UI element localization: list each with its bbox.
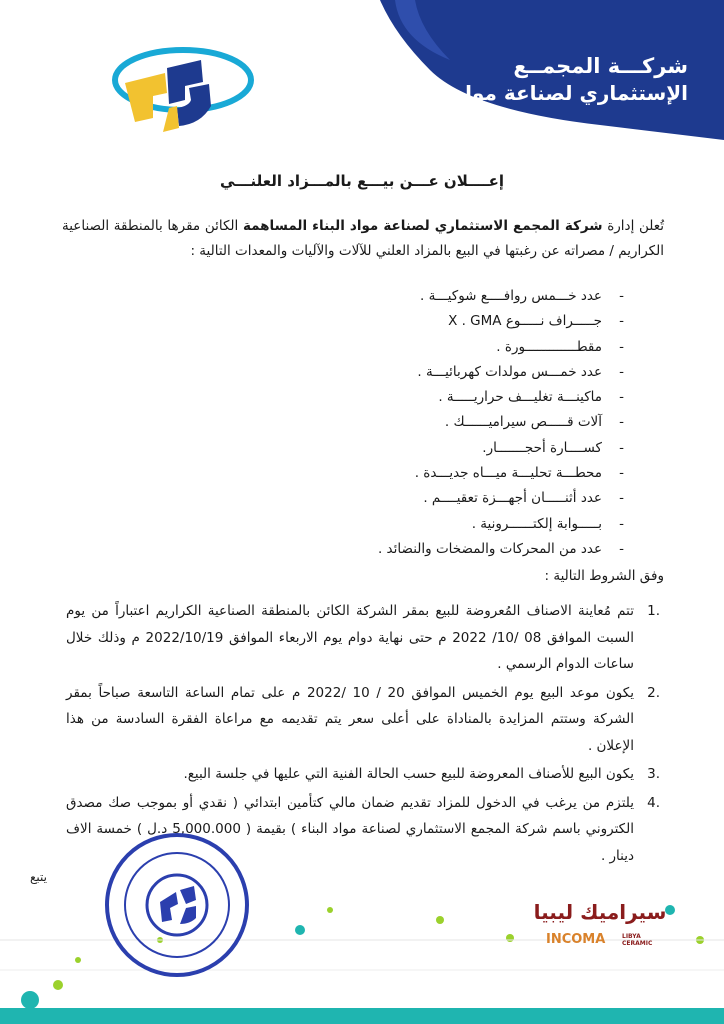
condition-item: .2 يكون موعد البيع يوم الخميس الموافق 20 / 10 /2022 م على تمام الساعة التاسعة صباحاً بمقر الشركة وستتم المزايدة بالمناداة على أعلى سعر يتم تقديمه مع مراعاة الفقرة السادسة من هذا الإعلان . bbox=[66, 684, 660, 754]
intro-suffix: الكائن مقرها بالمنطقة الصناعية الكراريم / مصراته عن رغبتها في البيع بالمزاد العلني للآلات والآليات والمعدات التالية : bbox=[62, 218, 664, 259]
brand-english-name: INCOMA bbox=[546, 932, 606, 947]
list-item: - جـــــراف نـــــوع X . GMA bbox=[448, 313, 624, 330]
company-name-line2: الإستثماري لصناعة مواد البناء bbox=[399, 81, 688, 105]
list-item: - بـــــوابة إلكتــــــرونية . bbox=[471, 515, 624, 532]
list-item: - محطـــة تحليـــة ميـــاه جديـــدة . bbox=[414, 465, 624, 482]
list-item: - عدد أثنـــــان أجهـــزة تعقيــــم . bbox=[423, 490, 624, 507]
company-name bbox=[399, 52, 688, 106]
company-seal-stamp bbox=[102, 830, 252, 980]
list-item: - كســــارة أحجـــــــار. bbox=[482, 439, 624, 456]
items-list bbox=[304, 284, 624, 562]
list-item: - عدد من المحركات والمضخات والنضائد . bbox=[377, 540, 624, 557]
brand-english-subtitle: LIBYA CERAMIC bbox=[622, 933, 653, 947]
condition-item: .3 يكون البيع للأصناف المعروضة للبيع حسب الحالة الفنية التي عليها في جلسة البيع. bbox=[183, 766, 660, 782]
intro-prefix: تُعلن إدارة bbox=[602, 218, 664, 234]
intro-company-name: شركة المجمع الاستثماري لصناعة مواد البناء المساهمة bbox=[242, 218, 603, 234]
list-item: - عدد خـــمس روافــــع شوكيـــة . bbox=[420, 288, 624, 304]
conditions-heading: وفق الشروط التالية : bbox=[544, 568, 664, 584]
condition-item: .4 يلتزم من يرغب في الدخول للمزاد تقديم ضمان مالي كتأمين ابتدائي ( نقدي أو بموجب صك مصدق الكتروني باسم شركة المجمع الاستثماري لصناعة مواد البناء ) بقيمة ( 5,000.000 د.ل ) خمسة الاف دينار . bbox=[66, 794, 660, 864]
brand-logo bbox=[530, 900, 670, 960]
page-title: إعــــلان عـــن بيـــع بالمـــزاد العلنـــي bbox=[219, 172, 505, 190]
list-item: - آلات قـــــص سيراميــــــك . bbox=[444, 414, 624, 431]
company-name-line1: شركـــة المجمــع bbox=[513, 54, 688, 78]
continue-label: يتبع bbox=[30, 870, 47, 884]
intro-paragraph bbox=[62, 214, 664, 264]
list-item: - مقطـــــــــــــورة . bbox=[496, 338, 624, 355]
condition-item: .1 تتم مُعاينة الاصناف المُعروضة للبيع بمقر الشركة الكائن بالمنطقة الصناعية الكراريم اعتباراً من يوم السبت الموافق 08 /10/ 2022 م حتى نهاية دوام يوم الاربعاء الموافق 2022/10/19 م وذلك خلال ساعات الدوام الرسمي . bbox=[66, 603, 660, 672]
list-item: - ماكينـــة تغليـــف حراريـــــة . bbox=[438, 389, 624, 406]
company-logo bbox=[105, 38, 255, 138]
list-item: - عدد خمـــس مولدات كهربائيـــة . bbox=[417, 363, 624, 380]
brand-arabic-name: سيراميك ليبيا bbox=[533, 900, 667, 924]
